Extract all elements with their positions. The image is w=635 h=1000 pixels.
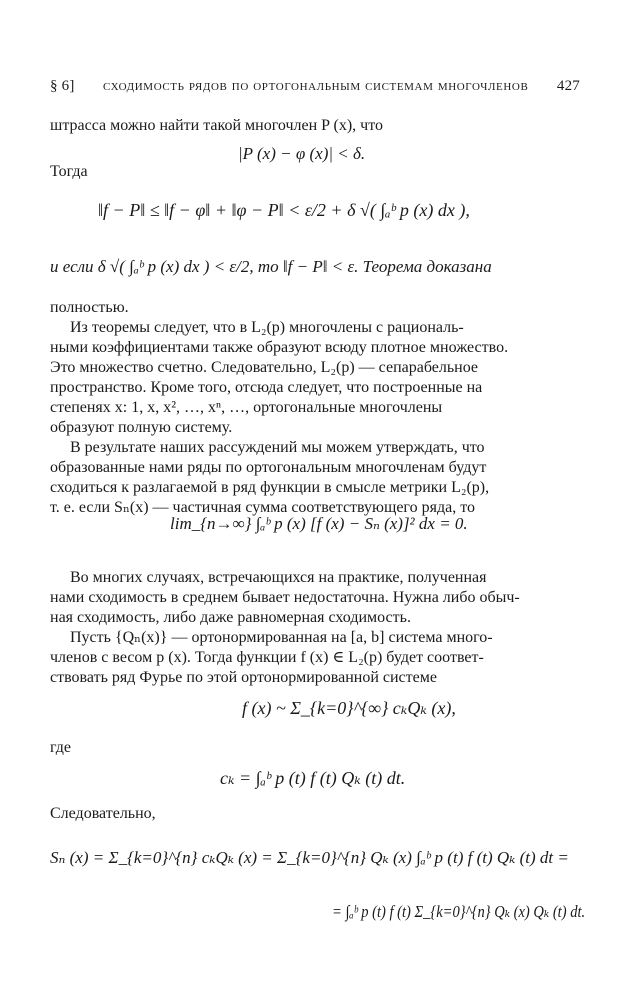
p1-line: Это множество счетно. Следовательно, L₂(p) — сепарабельное: [50, 359, 478, 376]
running-header: [50, 78, 580, 95]
p1-line: степенях x: 1, x, x², …, xⁿ, …, ортогональные многочлены: [50, 399, 443, 416]
text-togda: Тогда: [50, 163, 88, 180]
text-sledovatelno: Следовательно,: [50, 805, 156, 822]
text-polnostyu: полностью.: [50, 299, 129, 316]
page-number: 427: [556, 78, 580, 94]
section-mark: § 6]: [50, 78, 75, 94]
formula-partial-sum-kernel: = ∫ₐᵇ p (t) f (t) Σ_{k=0}^{n} Qₖ (x) Qₖ (t) dt.: [332, 902, 586, 921]
p3-line: нами сходимость в среднем бывает недостаточна. Нужна либо обыч-: [50, 589, 520, 606]
p4-line: членов с весом p (x). Тогда функции f (x) ∈ L₂(p) будет соответ-: [50, 649, 484, 666]
formula-coefficient: cₖ = ∫ₐᵇ p (t) f (t) Qₖ (t) dt.: [220, 768, 406, 788]
p3-line: ная сходимость, либо даже равномерная сходимость.: [50, 609, 411, 626]
chapter-title: сходимость рядов по ортогональным системам многочленов: [103, 78, 529, 94]
p2-line: т. е. если Sₙ(x) — частичная сумма соответствующего ряда, то: [50, 499, 475, 516]
formula-partial-sum: Sₙ (x) = Σ_{k=0}^{n} cₖQₖ (x) = Σ_{k=0}^{n} Qₖ (x) ∫ₐᵇ p (t) f (t) Qₖ (t) dt =: [50, 848, 569, 867]
p4-line: Пусть {Qₙ(x)} — ортонормированная на [a, b] система много-: [70, 629, 493, 646]
p1-line: ными коэффициентами также образуют всюду плотное множество.: [50, 339, 509, 356]
text-line: штрасса можно найти такой многочлен P (x), что: [50, 117, 383, 134]
text-if-line: и если δ √( ∫ₐᵇ p (x) dx ) < ε/2, то ‖f − P‖ < ε. Теорема доказана: [50, 257, 492, 276]
p1-line: образуют полную систему.: [50, 419, 233, 436]
formula-norm-estimate: ‖f − P‖ ≤ ‖f − φ‖ + ‖φ − P‖ < ε/2 + δ √( ∫ₐᵇ p (x) dx ),: [98, 200, 470, 220]
p1-line: пространство. Кроме того, отсюда следует, что построенные на: [50, 379, 483, 396]
p2-line: сходиться к разлагаемой в ряд функции в смысле метрики L₂(p),: [50, 479, 490, 496]
p2-line: образованные нами ряды по ортогональным многочленам будут: [50, 459, 487, 476]
formula-inequality: |P (x) − φ (x)| < δ.: [238, 144, 366, 163]
formula-fourier-series: f (x) ~ Σ_{k=0}^{∞} cₖQₖ (x),: [242, 698, 456, 718]
formula-limit: lim_{n→∞} ∫ₐᵇ p (x) [f (x) − Sₙ (x)]² dx = 0.: [170, 514, 468, 533]
text-gde: где: [50, 739, 72, 756]
p3-line: Во многих случаях, встречающихся на практике, полученная: [70, 569, 487, 586]
p1-line: Из теоремы следует, что в L₂(p) многочлены с рациональ-: [70, 319, 464, 336]
p2-line: В результате наших рассуждений мы можем утверждать, что: [70, 439, 485, 456]
p4-line: ствовать ряд Фурье по этой ортонормированной системе: [50, 669, 437, 686]
